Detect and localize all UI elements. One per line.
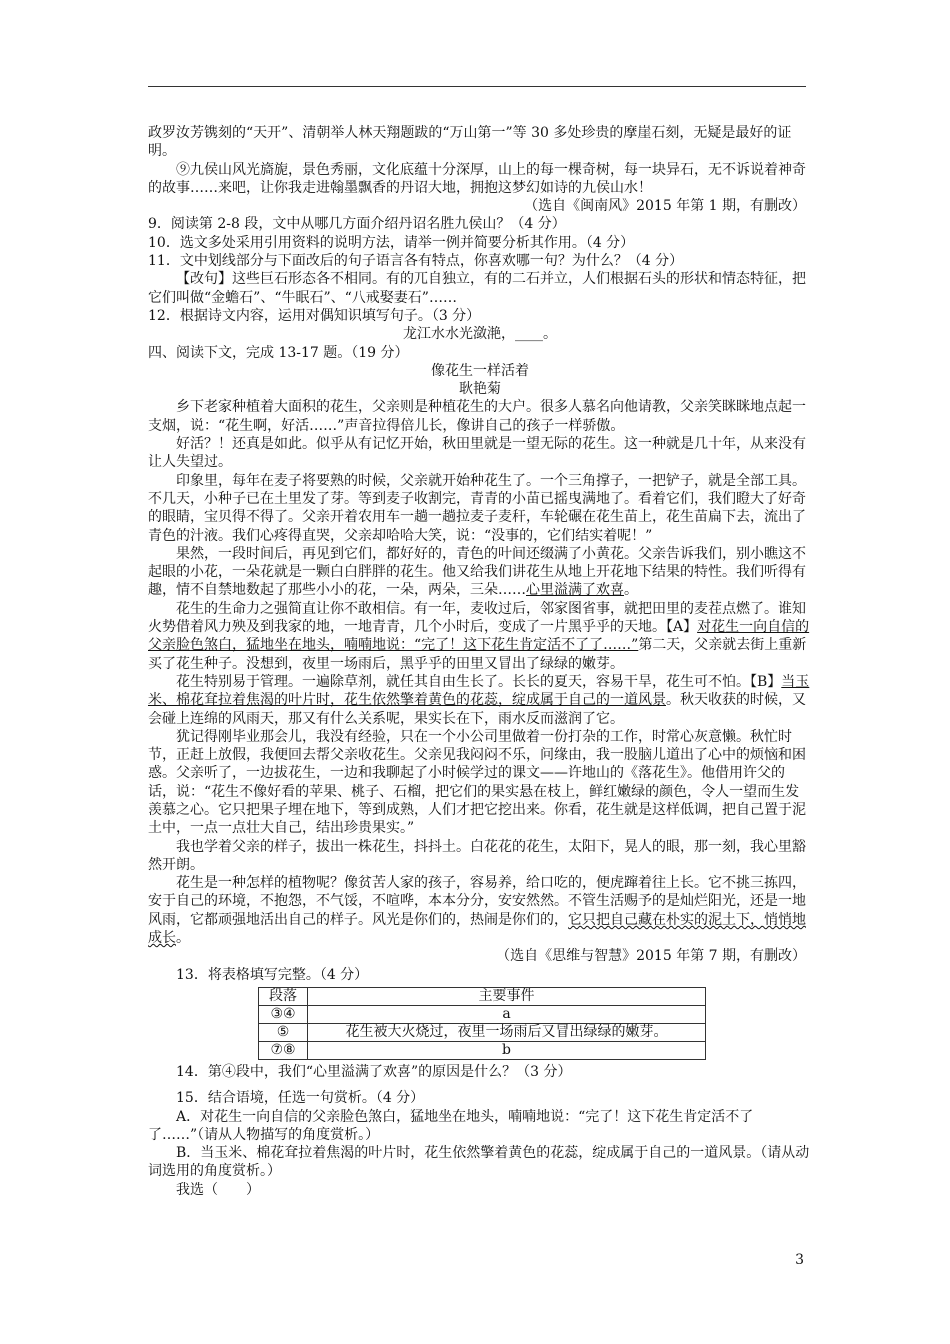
question-12: 12．根据诗文内容，运用对偶知识填写句子。（3 分） bbox=[148, 307, 481, 324]
article-paragraph-1: 乡下老家种植着大面积的花生，父亲则是种植花生的大户。很多人慕名向他请教，父亲笑眯眯地点起一支烟，说：“花生啊，好活……”声音拉得倍儿长，像讲自己的孩子一样骄傲。 bbox=[148, 399, 806, 434]
p9-end: 。 bbox=[176, 930, 190, 947]
article-paragraph-9 bbox=[148, 874, 812, 947]
question-10: 10．选文多处采用引用资料的说明方法，请举一例并简要分析其作用。（4 分） bbox=[148, 234, 635, 251]
article-paragraph-3: 印象里，每年在麦子将要熟的时候，父亲就开始种花生了。一个三角撑子，一把铲子，就是全部工具。不几天，小种子已在土里发了芽。等到麦子收割完，青青的小苗已摇曳满地了。看着它们，我们瞪大了好奇的眼睛，宝贝得不得了。父亲开着农用车一趟一趟拉麦子麦秆，车轮碾在花生苗上，花生苗扁下去，流出了青色的汁液。我们心疼得直哭，父亲却哈哈大笑，说：“没事的，它们结实着呢！” bbox=[148, 472, 806, 544]
choice-line: 我选（ ） bbox=[176, 1181, 260, 1198]
table-row bbox=[259, 1005, 706, 1023]
p5-label: 【A】 bbox=[666, 619, 698, 636]
article-author: 耿艳菊 bbox=[459, 381, 501, 398]
page-number: 3 bbox=[795, 1252, 804, 1268]
question-9: 9．阅读第 2-8 段，文中从哪几方面介绍丹诏名胜九侯山？（4 分） bbox=[148, 216, 566, 233]
p6-label: 【B】 bbox=[750, 673, 782, 690]
p6-underlined: 当玉米、棉花耷拉着焦渴的叶片时，花生依然擎着黄色的花蕊，绽成属于自己的一道风景 bbox=[148, 673, 810, 709]
p5-text-a: 花生的生命力之强简直让你不敢相信。有一年，麦收过后，邻家图省事，就把田里的麦茬点燃了。谁知火势借着风力殃及到我家的地，一地青青，几个小时后，变成了一片黑乎乎的天地。 bbox=[148, 600, 806, 636]
table-cell: 花生被大火烧过，夜里一场雨后又冒出绿绿的嫩芽。 bbox=[308, 1023, 706, 1041]
article-paragraph-4 bbox=[148, 545, 812, 600]
article-title: 像花生一样活着 bbox=[431, 362, 529, 379]
table-cell: ⑦⑧ bbox=[259, 1041, 308, 1059]
p6-text-a: 花生特别易于管理。一遍除草剂，就任其自由生长了。长长的夏天，容易干旱，花生可不怕。 bbox=[176, 673, 750, 690]
p5-text-b: 第二天，父亲就去街上重新买了花生种子。没想到，夜里一场雨后，黑乎乎的田里又冒出了绿绿的嫩芽。 bbox=[148, 637, 807, 672]
table-row bbox=[259, 1041, 706, 1059]
article-paragraph-8: 我也学着父亲的样子，拔出一株花生，抖抖土。白花花的花生，太阳下，晃人的眼，那一刻，我心里豁然开朗。 bbox=[148, 838, 806, 873]
source-citation-1: （选自《闽南风》2015 年第 1 期，有删改） bbox=[524, 198, 806, 215]
question-15: 15．结合语境，任选一句赏析。（4 分） bbox=[176, 1090, 425, 1107]
p9-text: 花生是一种怎样的植物呢？像贫苦人家的孩子，容易养，给口吃的，便虎蹿着往上长。它不挑三拣四，安于自己的环境，不抱怨，不气馁，不喧哗，本本分分，安安然然。不管生活赐予的是灿烂阳光，还是一地风雨，它都顽强地活出自己的样子。风光是你们的，热闹是你们的， bbox=[148, 875, 806, 928]
p4-text: 果然，一段时间后，再见到它们，都好好的，青色的叶间还缀满了小黄花。父亲告诉我们，别小瞧这不起眼的小花，一朵花就是一颗白白胖胖的花生。他又给我们讲花生从地上开花地下结果的特性。我们听得有趣，情不自禁地数起了那些小小的花，一朵，两朵，三朵…… bbox=[148, 545, 806, 599]
option-b: B．当玉米、棉花耷拉着焦渴的叶片时，花生依然擎着黄色的花蕊，绽成属于自己的一道风景。（请从动词选用的角度赏析。） bbox=[148, 1145, 810, 1180]
source-citation-2: （选自《思维与智慧》2015 年第 7 期，有删改） bbox=[496, 948, 806, 965]
question-11: 11．文中划线部分与下面改后的句子语言各有特点，你喜欢哪一句？为什么？（4 分） bbox=[148, 253, 684, 270]
p6-text-b: 。秋天收获的时候，又会碰上连绵的风雨天，那又有什么关系呢，果实长在下，雨水反而滋润了它。 bbox=[148, 692, 806, 727]
option-a: A．对花生一向自信的父亲脸色煞白，猛地坐在地头，喃喃地说：“完了！这下花生肯定活不了了……”（请从人物描写的角度赏析。） bbox=[148, 1108, 754, 1143]
intro-line: 政罗汝芳镌刻的“天开”、清朝举人林天翔题跋的“万山第一”等 30 多处珍贵的摩崖石刻，无疑是最好的证明。 bbox=[148, 125, 792, 160]
table-cell: a bbox=[308, 1005, 706, 1023]
question-14: 14．第④段中，我们“心里溢满了欢喜”的原因是什么？（3 分） bbox=[176, 1063, 572, 1080]
table-row bbox=[259, 1023, 706, 1041]
question-13: 13．将表格填写完整。（4 分） bbox=[176, 966, 369, 983]
article-paragraph-2: 好活？！还真是如此。似乎从有记忆开始，秋田里就是一望无际的花生。这一种就是几十年，从来没有让人失望过。 bbox=[148, 436, 806, 471]
p4-end: 。 bbox=[624, 582, 638, 599]
article-paragraph-5 bbox=[148, 600, 812, 673]
table-header: 主要事件 bbox=[308, 987, 706, 1005]
table-header: 段落 bbox=[259, 987, 308, 1005]
p9-wavy: 它只把自己藏在朴实的泥土下，悄悄地成长 bbox=[148, 911, 806, 947]
table-cell: ⑤ bbox=[259, 1023, 308, 1041]
p4-underlined: 心里溢满了欢喜 bbox=[526, 582, 624, 599]
couplet-line: 龙江水水光潋滟，____。 bbox=[403, 326, 557, 343]
table-header-row bbox=[259, 987, 706, 1005]
header-rule bbox=[148, 86, 806, 87]
table-cell: ③④ bbox=[259, 1005, 308, 1023]
summary-table bbox=[258, 987, 706, 1060]
section-4-heading: 四、阅读下文，完成 13-17 题。（19 分） bbox=[148, 344, 409, 361]
revised-sentence: 【改句】这些巨石形态各不相同。有的兀自独立，有的二石并立，人们根据石头的形状和情态特征，把它们叫做“金蟾石”、“牛眠石”、“八戒娶妻石”…… bbox=[148, 271, 806, 306]
article-paragraph-6 bbox=[148, 673, 812, 728]
paragraph-9: ⑨九侯山风光旖旎，景色秀丽，文化底蕴十分深厚，山上的每一棵奇树，每一块异石，无不诉说着神奇的故事……来吧，让你我走进翰墨飘香的丹诏大地，拥抱这梦幻如诗的九侯山水！ bbox=[148, 161, 806, 196]
table-cell: b bbox=[308, 1041, 706, 1059]
page-content bbox=[148, 124, 812, 1199]
p5-underlined: 对花生一向自信的父亲脸色煞白，猛地坐在地头，喃喃地说：“完了！这下花生肯定活不了了……” bbox=[148, 619, 810, 654]
article-paragraph-7: 犹记得刚毕业那会儿，我没有经验，只在一个小公司里做着一份打杂的工作，时常心灰意懒。秋忙时节，正赶上放假，我便回去帮父亲收花生。父亲见我闷闷不乐，问缘由，我一股脑儿道出了心中的烦恼和困惑。父亲听了，一边拔花生，一边和我聊起了小时候学过的课文——许地山的《落花生》。他借用许父的话，说：“花生不像好看的苹果、桃子、石榴，把它们的果实悬在枝上，鲜红嫩绿的颜色，令人一望而生发羡慕之心。它只把果子埋在地下，等到成熟，人们才把它挖出来。你看，花生就是这样低调，把自己置于泥土中，一点一点壮大自己，结出珍贵果实。” bbox=[148, 728, 806, 837]
